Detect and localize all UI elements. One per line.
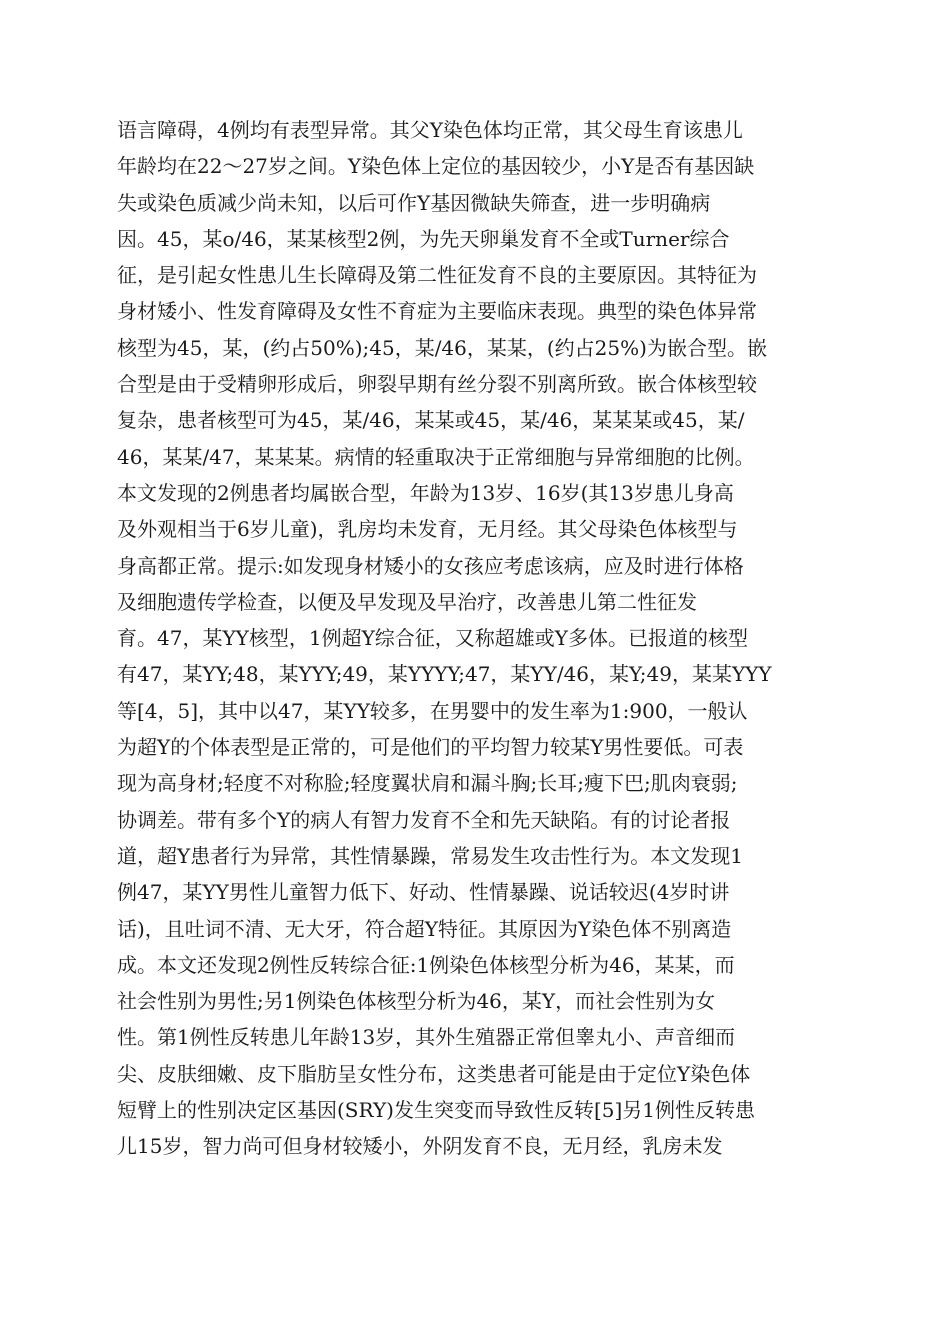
- text-line: 因。45，某o/46，某某核型2例，为先天卵巢发育不全或Turner综合: [117, 226, 730, 251]
- text-line: 语言障碍，4例均有表型异常。其父Y染色体均正常，其父母生育该患儿: [117, 118, 743, 142]
- text-line: 合型是由于受精卵形成后，卵裂早期有丝分裂不别离所致。嵌合体核型较: [117, 372, 757, 397]
- text-line: 协调差。带有多个Y的病人有智力发育不全和先天缺陷。有的讨论者报: [117, 807, 731, 832]
- body-text: [117, 112, 837, 1165]
- text-line: 社会性别为男性;另1例染色体核型分析为46，某Y，而社会性别为女: [117, 989, 716, 1014]
- text-line: 育。47，某YY核型，1例超Y综合征，又称超雄或Y多体。已报道的核型: [117, 626, 748, 651]
- text-line: 复杂，患者核型可为45，某/46，某某或45，某/46，某某某或45，某/: [117, 408, 745, 433]
- text-line: 话)，且吐词不清、无大牙，符合超Y特征。其原因为Y染色体不别离造: [117, 916, 732, 941]
- text-line: 性。第1例性反转患儿年龄13岁，其外生殖器正常但睾丸小、声音细而: [117, 1025, 736, 1050]
- text-line: 失或染色质减少尚未知，以后可作Y基因微缺失筛查，进一步明确病: [117, 190, 711, 215]
- text-line: 身材矮小、性发育障碍及女性不育症为主要临床表现。典型的染色体异常: [117, 299, 757, 324]
- text-line: 本文发现的2例患者均属嵌合型，年龄为13岁、16岁(其13岁患儿身高: [117, 480, 734, 505]
- text-line: 46，某某/47，某某某。病情的轻重取决于正常细胞与异常细胞的比例。: [117, 444, 755, 469]
- text-line: 为超Y的个体表型是正常的，可是他们的平均智力较某Y男性要低。可表: [117, 735, 744, 760]
- text-line: 及外观相当于6岁儿童)，乳房均未发育，无月经。其父母染色体核型与: [117, 517, 738, 542]
- text-line: 及细胞遗传学检查，以便及早发现及早治疗，改善患儿第二性征发: [117, 589, 697, 614]
- text-line: 现为高身材;轻度不对称脸;轻度翼状肩和漏斗胸;长耳;瘦下巴;肌肉衰弱;: [117, 771, 738, 796]
- text-line: 道，超Y患者行为异常，其性情暴躁，常易发生攻击性行为。本文发现1: [117, 843, 743, 868]
- text-line: 等[4，5]，其中以47，某YY较多，在男婴中的发生率为1:900，一般认: [117, 698, 748, 723]
- text-line: 短臂上的性别决定区基因(SRY)发生突变而导致性反转[5]另1例性反转患: [117, 1098, 756, 1123]
- text-line: 有47，某YY;48，某YYY;49，某YYYY;47，某YY/46，某Y;49，某某YYY: [117, 662, 772, 687]
- text-line: 成。本文还发现2例性反转综合征:1例染色体核型分析为46，某某，而: [117, 952, 735, 977]
- text-line: 核型为45，某，(约占50%);45，某/46，某某，(约占25%)为嵌合型。嵌: [117, 335, 767, 360]
- text-line: 例47，某YY男性儿童智力低下、好动、性情暴躁、说话较迟(4岁时讲: [117, 880, 730, 905]
- text-line: 年龄均在22～27岁之间。Y染色体上定位的基因较少，小Y是否有基因缺: [117, 154, 755, 179]
- text-line: 征，是引起女性患儿生长障碍及第二性征发育不良的主要原因。其特征为: [117, 263, 757, 288]
- text-line: 尖、皮肤细嫩、皮下脂肪呈女性分布，这类患者可能是由于定位Y染色体: [117, 1061, 751, 1086]
- text-line: 儿15岁，智力尚可但身材较矮小，外阴发育不良，无月经，乳房未发: [117, 1134, 723, 1159]
- text-line: 身高都正常。提示:如发现身材矮小的女孩应考虑该病，应及时进行体格: [117, 553, 744, 578]
